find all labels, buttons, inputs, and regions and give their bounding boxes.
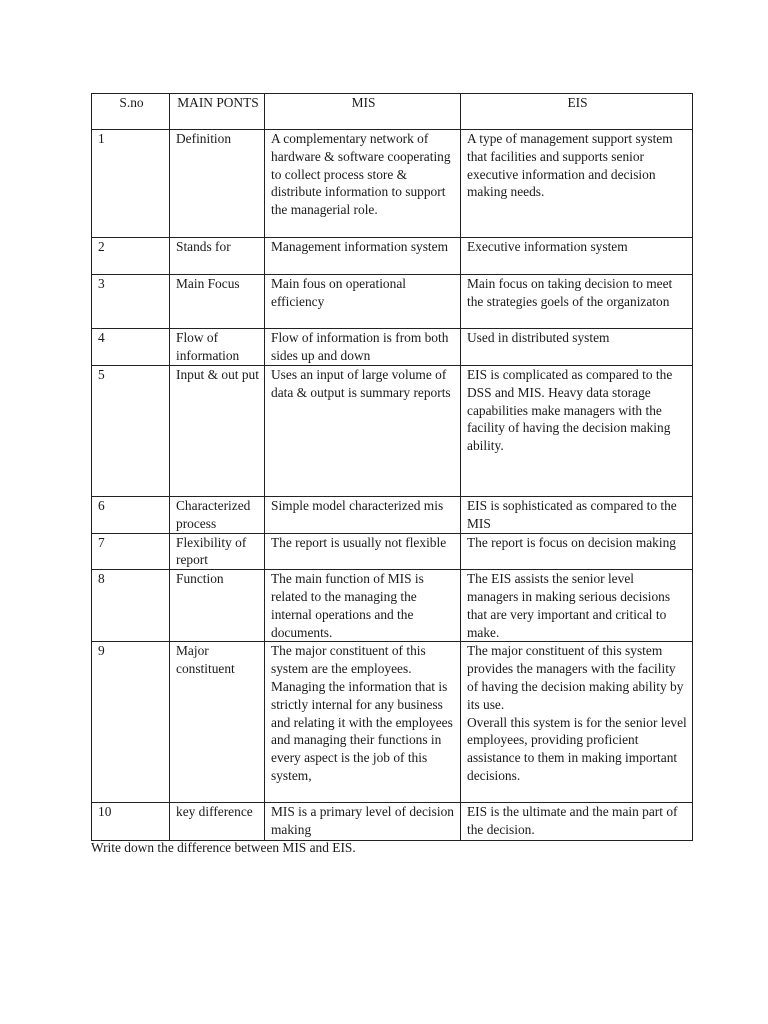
cell-mis: The major constituent of this system are the employees. Managing the information that is strictly internal for any business and relating it with the employees and managing their functions in every aspect is the job of this system, bbox=[265, 642, 461, 803]
cell-eis: The report is focus on decision making bbox=[461, 533, 693, 570]
cell-sno: 3 bbox=[92, 275, 170, 329]
table-row bbox=[92, 238, 693, 275]
cell-mis: The main function of MIS is related to the managing the internal operations and the documents. bbox=[265, 570, 461, 642]
table-header-row bbox=[92, 94, 693, 130]
cell-eis: Main focus on taking decision to meet the strategies goels of the organizaton bbox=[461, 275, 693, 329]
cell-eis: EIS is complicated as compared to the DSS and MIS. Heavy data storage capabilities make managers with the facility of having the decision making ability. bbox=[461, 366, 693, 497]
cell-eis: EIS is sophisticated as compared to the MIS bbox=[461, 497, 693, 534]
cell-sno: 4 bbox=[92, 329, 170, 366]
table-row bbox=[92, 803, 693, 841]
cell-mis: Flow of information is from both sides up and down bbox=[265, 329, 461, 366]
cell-eis: The major constituent of this system provides the managers with the facility of having the decision making ability by its use. Overall this system is for the senior level employees, providing proficient assistance to them in making important decisions. bbox=[461, 642, 693, 803]
question-text: Write down the difference between MIS and EIS. bbox=[91, 840, 356, 855]
header-main-points: MAIN PONTS bbox=[170, 94, 265, 130]
header-mis: MIS bbox=[265, 94, 461, 130]
cell-sno: 9 bbox=[92, 642, 170, 803]
cell-mis: MIS is a primary level of decision making bbox=[265, 803, 461, 841]
header-sno: S.no bbox=[92, 94, 170, 130]
table-row bbox=[92, 366, 693, 497]
cell-point: Stands for bbox=[170, 238, 265, 275]
cell-mis: A complementary network of hardware & software cooperating to collect process store & distribute information to support the managerial role. bbox=[265, 130, 461, 238]
cell-sno: 10 bbox=[92, 803, 170, 841]
cell-point: Characterized process bbox=[170, 497, 265, 534]
table-row bbox=[92, 130, 693, 238]
cell-mis: Simple model characterized mis bbox=[265, 497, 461, 534]
header-eis: EIS bbox=[461, 94, 693, 130]
cell-eis: Used in distributed system bbox=[461, 329, 693, 366]
cell-sno: 7 bbox=[92, 533, 170, 570]
cell-point: Flexibility of report bbox=[170, 533, 265, 570]
cell-point: Main Focus bbox=[170, 275, 265, 329]
table-row bbox=[92, 275, 693, 329]
cell-sno: 1 bbox=[92, 130, 170, 238]
cell-point: Major constituent bbox=[170, 642, 265, 803]
cell-point: Flow of information bbox=[170, 329, 265, 366]
cell-point: Function bbox=[170, 570, 265, 642]
table-row bbox=[92, 570, 693, 642]
cell-mis: Uses an input of large volume of data & output is summary reports bbox=[265, 366, 461, 497]
table-row bbox=[92, 533, 693, 570]
table-row bbox=[92, 329, 693, 366]
table-row bbox=[92, 497, 693, 534]
comparison-table bbox=[91, 93, 693, 841]
cell-eis: Executive information system bbox=[461, 238, 693, 275]
cell-sno: 6 bbox=[92, 497, 170, 534]
cell-mis: Main fous on operational efficiency bbox=[265, 275, 461, 329]
cell-sno: 5 bbox=[92, 366, 170, 497]
table-row bbox=[92, 642, 693, 803]
cell-mis: The report is usually not flexible bbox=[265, 533, 461, 570]
cell-point: key difference bbox=[170, 803, 265, 841]
cell-sno: 8 bbox=[92, 570, 170, 642]
cell-eis: The EIS assists the senior level managers in making serious decisions that are very important and critical to make. bbox=[461, 570, 693, 642]
cell-point: Input & out put bbox=[170, 366, 265, 497]
cell-eis: A type of management support system that facilities and supports senior executive information and decision making needs. bbox=[461, 130, 693, 238]
cell-point: Definition bbox=[170, 130, 265, 238]
cell-sno: 2 bbox=[92, 238, 170, 275]
cell-mis: Management information system bbox=[265, 238, 461, 275]
cell-eis: EIS is the ultimate and the main part of the decision. bbox=[461, 803, 693, 841]
